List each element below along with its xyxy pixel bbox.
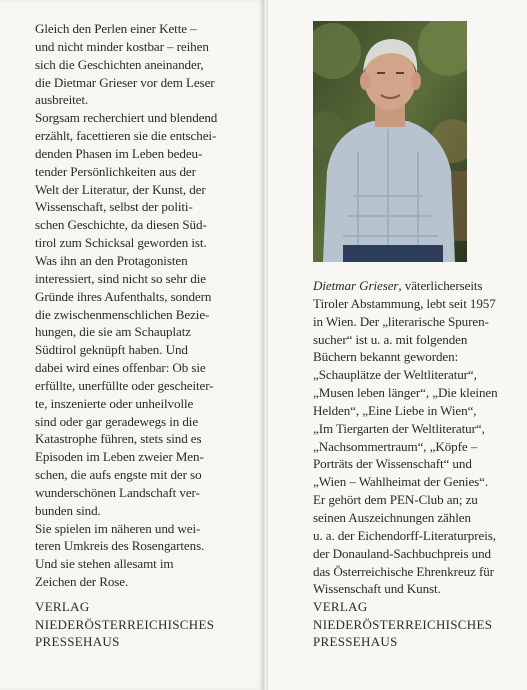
bio-first-line [313,277,525,295]
publisher-line: VERLAG [313,599,368,614]
bio-line: „Nachsommertraum“, „Köpfe – [313,438,478,454]
bio-line: Er gehört dem PEN-Club an; zu [313,492,478,508]
blurb-line: Zeichen der Rose. [35,574,129,590]
blurb-line: erzählt, facettieren sie die entschei- [35,128,217,144]
bio-line: das Österreichische Ehrenkreuz für [313,563,494,579]
publisher-line: PRESSEHAUS [35,634,120,649]
blurb-line: Gründe ihres Aufenthalts, sondern [35,288,212,304]
publisher-line: NIEDERÖSTERREICHISCHES [313,616,493,632]
blurb-line: ausbreitet. [35,92,89,108]
blurb-line: teren Umkreis des Rosengartens. [35,538,205,554]
blurb-line: schen Geschichte, da diesen Süd- [35,217,207,233]
blurb-line: dabei wird eines offenbar: Ob sie [35,360,206,376]
blurb-text [35,20,260,591]
blurb-line: Wissenschaft, selbst der politi- [35,199,193,215]
blurb-line: tirol zum Schicksal geworden ist. [35,235,207,251]
bio-line: „Musen leben länger“, „Die kleinen [313,385,498,401]
bio-line-text: , väterlicherseits [398,278,483,293]
publisher-imprint-right [313,598,492,651]
bio-line: Porträts der Wissenschaft“ und [313,456,472,472]
bio-line: sucher“ ist u. a. mit folgenden [313,331,468,347]
bio-line: „Im Tiergarten der Weltliteratur“, [313,420,485,436]
blurb-line: Sie spielen im näheren und wei- [35,520,201,536]
blurb-line: die Dietmar Grieser vor dem Leser [35,74,215,90]
bio-line: „Wien – Wahlheimat der Genies“. [313,474,489,490]
bio-line: Büchern bekannt geworden: [313,349,459,365]
blurb-line: und nicht minder kostbar – reihen [35,38,209,54]
blurb-line: wunderschönen Landschaft ver- [35,484,200,500]
blurb-line: Katastrophe führen, stets sind es [35,431,202,447]
blurb-line: Südtirol geknüpft haben. Und [35,342,188,358]
publisher-line: PRESSEHAUS [313,634,398,649]
blurb-line: hungen, die sie am Schauplatz [35,324,191,340]
blurb-line: tender Persönlichkeiten aus der [35,163,196,179]
blurb-line: te, inszenierte oder unheilvolle [35,395,194,411]
bio-line: u. a. der Eichendorff-Literaturpreis, [313,527,496,543]
blurb-line: Gleich den Perlen einer Kette – [35,21,197,36]
blurb-line: bunden sind. [35,502,101,518]
blurb-line: sind oder gar geradewegs in die [35,413,199,429]
bio-line: „Schauplätze der Weltliteratur“, [313,367,477,383]
blurb-line: interessiert, sind nicht so sehr die [35,270,206,286]
author-photo [313,21,467,262]
blurb-line: erfüllte, unerfüllte oder gescheiter- [35,377,214,393]
publisher-line: NIEDERÖSTERREICHISCHES [35,616,215,632]
bio-line: der Donauland-Sachbuchpreis und [313,545,491,561]
blurb-line: sich die Geschichten aneinander, [35,56,204,72]
bio-line: Tiroler Abstammung, lebt seit 1957 [313,295,496,311]
bio-line: Wissenschaft und Kunst. [313,581,441,597]
blurb-line: Sorgsam recherchiert und blendend [35,110,218,126]
bio-line: seinen Auszeichnungen zählen [313,509,471,525]
author-name: Dietmar Grieser [313,278,399,293]
blurb-line: die zwischenmenschlichen Bezie- [35,306,210,322]
blurb-line: Episoden im Leben zweier Men- [35,449,204,465]
publisher-imprint-left [35,598,214,651]
bio-line: Helden“, „Eine Liebe in Wien“, [313,402,477,418]
blurb-line: Und sie stehen allesamt im [35,556,174,572]
blurb-line: denden Phasen im Leben bedeu- [35,145,203,161]
blurb-line: Welt der Literatur, der Kunst, der [35,181,206,197]
blurb-line: Was ihn an den Protagonisten [35,252,188,268]
blurb-line: schen, die aufs engste mit der so [35,467,202,483]
publisher-line: VERLAG [35,599,90,614]
bio-line: in Wien. Der „literarische Spuren- [313,313,489,329]
author-bio [313,277,525,598]
